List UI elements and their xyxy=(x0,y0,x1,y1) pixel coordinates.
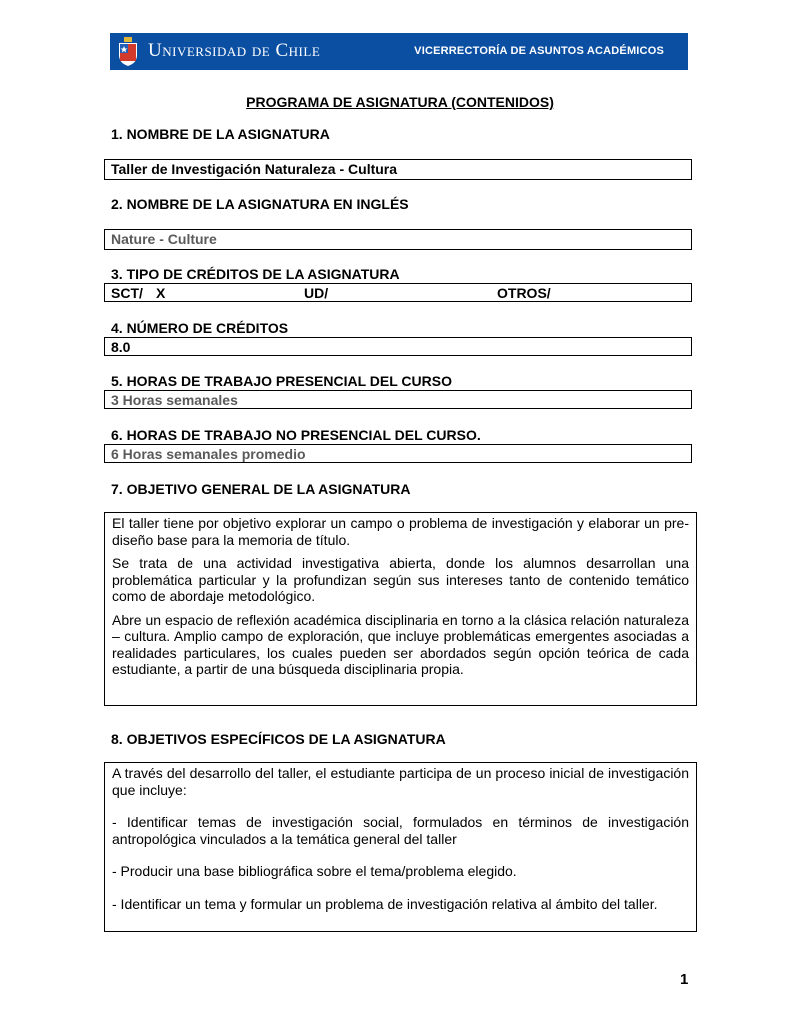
university-crest-icon xyxy=(115,35,141,68)
section-1-heading: 1. NOMBRE DE LA ASIGNATURA xyxy=(111,126,330,142)
section-4-heading: 4. NÚMERO DE CRÉDITOS xyxy=(111,320,289,336)
section-6-heading: 6. HORAS DE TRABAJO NO PRESENCIAL DEL CURSO. xyxy=(111,427,481,443)
general-objective-paragraph: Se trata de una actividad investigativa abierta, donde los alumnos desarrollan una problemática particular y la profundizan según sus intereses tanto de contenido temático como de abordaje metodológico. xyxy=(112,555,689,604)
course-name-english-value: Nature - Culture xyxy=(111,231,217,247)
credits-number-box xyxy=(104,337,692,356)
nonpresential-hours-value: 6 Horas semanales promedio xyxy=(111,446,306,462)
section-5-heading: 5. HORAS DE TRABAJO PRESENCIAL DEL CURSO xyxy=(111,373,452,389)
credit-sct-label: SCT/ xyxy=(111,285,143,301)
header-banner xyxy=(110,33,688,70)
credit-sct-mark: X xyxy=(156,285,166,301)
specific-objective-item: - Producir una base bibliográfica sobre el tema/problema elegido. xyxy=(112,863,517,879)
course-name-box xyxy=(104,159,692,180)
university-name: Universidad de Chile xyxy=(148,40,321,61)
credit-type-box xyxy=(104,283,692,302)
presential-hours-box xyxy=(104,390,692,409)
nonpresential-hours-box xyxy=(104,444,692,463)
specific-objective-item: - Identificar temas de investigación social, formulados en términos de investigación antropológica vinculados a la temática general del taller xyxy=(112,814,689,847)
section-3-heading: 3. TIPO DE CRÉDITOS DE LA ASIGNATURA xyxy=(111,266,400,282)
course-name-english-box xyxy=(104,229,692,250)
section-2-heading: 2. NOMBRE DE LA ASIGNATURA EN INGLÉS xyxy=(111,196,409,212)
specific-objectives-box xyxy=(104,762,697,932)
section-7-heading: 7. OBJETIVO GENERAL DE LA ASIGNATURA xyxy=(111,481,411,497)
vicerrectoria-label: VICERRECTORÍA DE ASUNTOS ACADÉMICOS xyxy=(414,45,664,57)
specific-objective-item: - Identificar un tema y formular un problema de investigación relativa al ámbito del taller. xyxy=(112,895,658,912)
section-8-heading: 8. OBJETIVOS ESPECÍFICOS DE LA ASIGNATURA xyxy=(111,731,446,747)
page-number: 1 xyxy=(680,971,689,988)
credits-number-value: 8.0 xyxy=(111,339,131,355)
general-objective-box xyxy=(104,512,697,706)
course-name-value: Taller de Investigación Naturaleza - Cultura xyxy=(111,161,398,177)
general-objective-paragraph: Abre un espacio de reflexión académica disciplinaria en torno a la clásica relación naturaleza – cultura. Amplio campo de exploración, que incluye problemáticas emergentes asociadas a realidades particulares, los cuales pueden ser abordados según opción teórica de cada estudiante, a partir de una búsqueda disciplinaria propia. xyxy=(112,611,689,677)
page-title: PROGRAMA DE ASIGNATURA (CONTENIDOS) xyxy=(246,94,554,110)
credit-otros-label: OTROS/ xyxy=(497,285,551,301)
credit-ud-label: UD/ xyxy=(304,285,329,301)
presential-hours-value: 3 Horas semanales xyxy=(111,392,238,408)
general-objective-paragraph: El taller tiene por objetivo explorar un campo o problema de investigación y elaborar un pre-diseño base para la memoria de título. xyxy=(112,515,689,548)
specific-objective-item: A través del desarrollo del taller, el estudiante participa de un proceso inicial de investigación que incluye: xyxy=(112,765,689,798)
